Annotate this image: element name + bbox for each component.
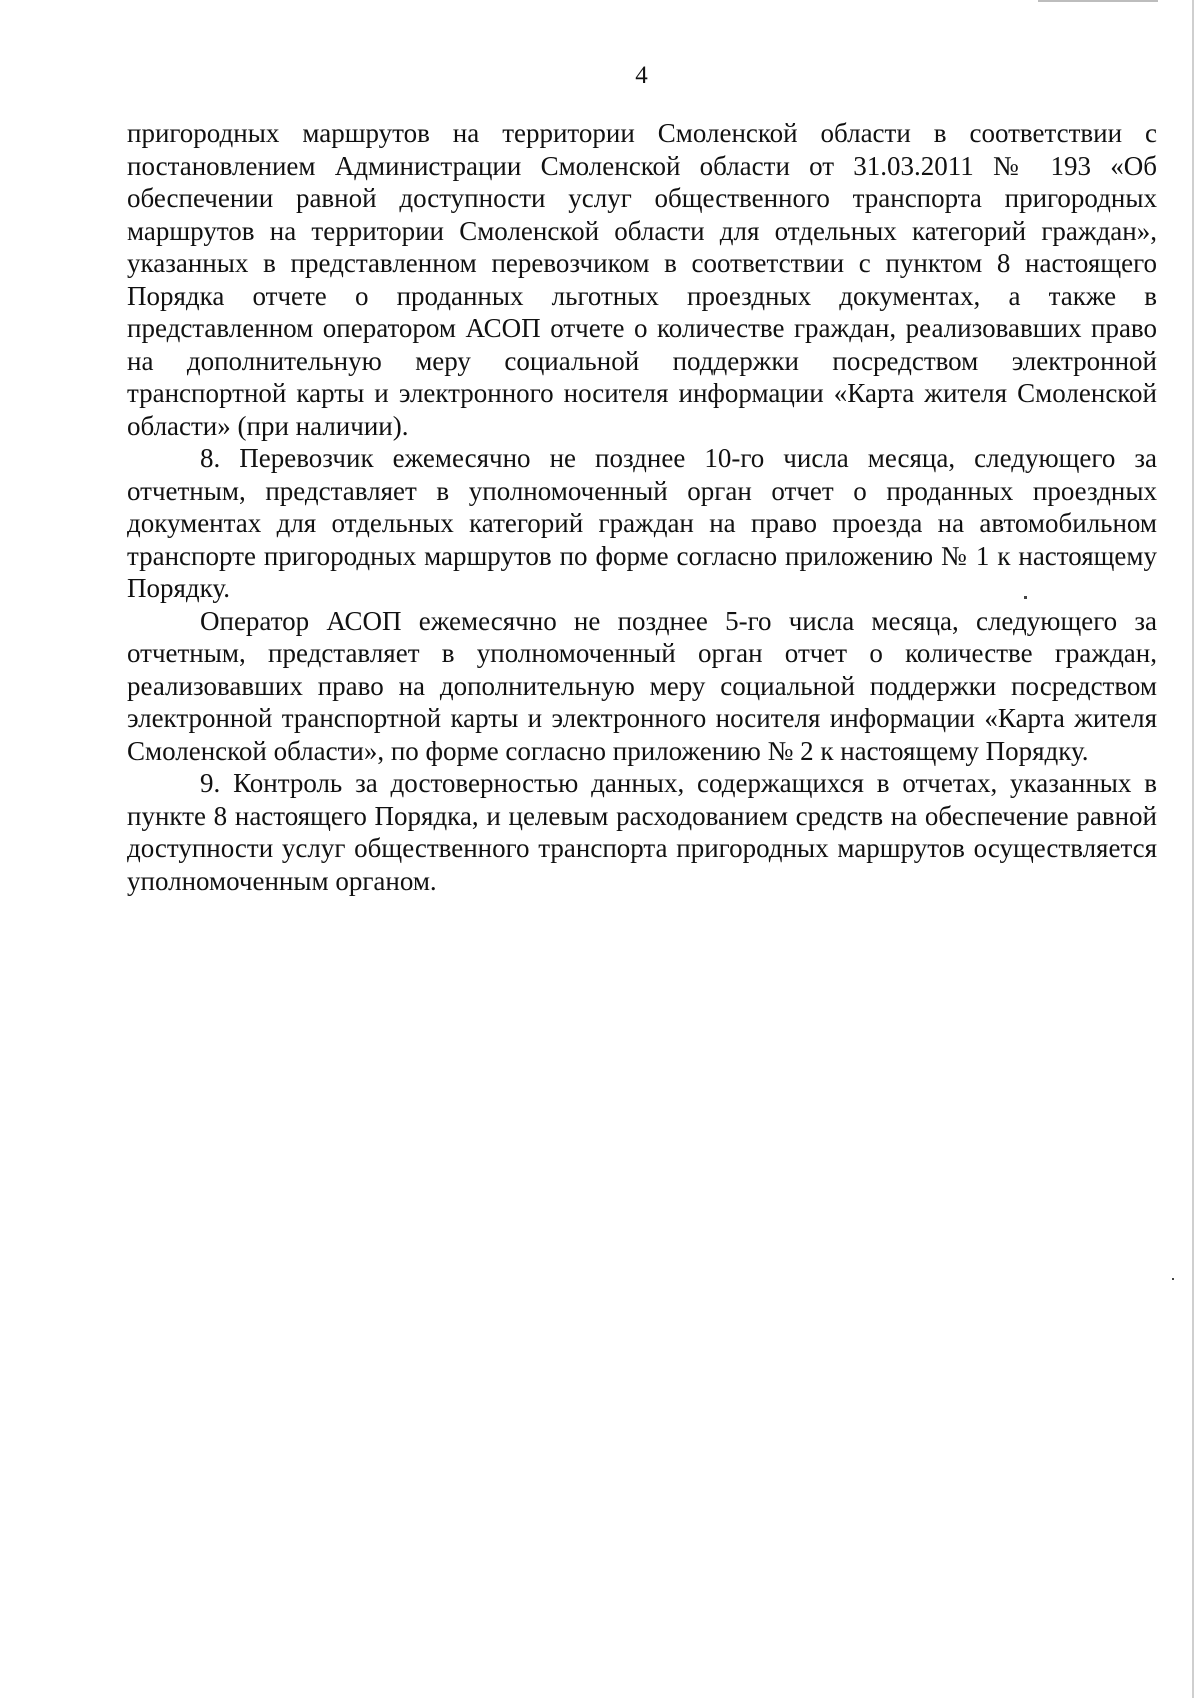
page-number: 4 bbox=[635, 62, 648, 89]
paragraph-item-9: 9. Контроль за достоверностью данных, содержащихся в отчетах, указанных в пункте 8 настоящего Порядка, и целевым расходованием средств на обеспечение равной доступности услуг общественного транспорта пригородных маршрутов осуществляется уполномоченным органом. bbox=[127, 768, 1157, 896]
scan-edge-line bbox=[1192, 0, 1194, 1698]
paragraph-continuation: пригородных маршрутов на территории Смоленской области в соответствии с постановлением Администрации Смоленской области от 31.03.2011 № 193 «Об обеспечении равной доступности услуг общественного транспорта пригородных маршрутов на территории Смоленской области для отдельных категорий граждан», указанных в представленном перевозчиком в соответствии с пунктом 8 настоящего Порядка отчете о проданных льготных проездных документах, а также в представленном оператором АСОП отчете о количестве граждан, реализовавших право на дополнительную меру социальной поддержки посредством электронной транспортной карты и электронного носителя информации «Карта жителя Смоленской области» (при наличии). bbox=[127, 118, 1157, 441]
scan-speck bbox=[1172, 1278, 1174, 1280]
scan-speck bbox=[1024, 596, 1027, 599]
document-body bbox=[127, 117, 1157, 897]
scan-speck bbox=[1038, 0, 1158, 2]
paragraph-item-8: 8. Перевозчик ежемесячно не позднее 10-го числа месяца, следующего за отчетным, представляет в уполномоченный орган отчет о проданных проездных документах для отдельных категорий граждан на право проезда на автомобильном транспорте пригородных маршрутов по форме согласно приложению № 1 к настоящему Порядку. bbox=[127, 443, 1157, 603]
paragraph-operator-asop: Оператор АСОП ежемесячно не позднее 5-го числа месяца, следующего за отчетным, представляет в уполномоченный орган отчет о количестве граждан, реализовавших право на дополнительную меру социальной поддержки посредством электронной транспортной карты и электронного носителя информации «Карта жителя Смоленской области», по форме согласно приложению № 2 к настоящему Порядку. bbox=[127, 605, 1157, 766]
